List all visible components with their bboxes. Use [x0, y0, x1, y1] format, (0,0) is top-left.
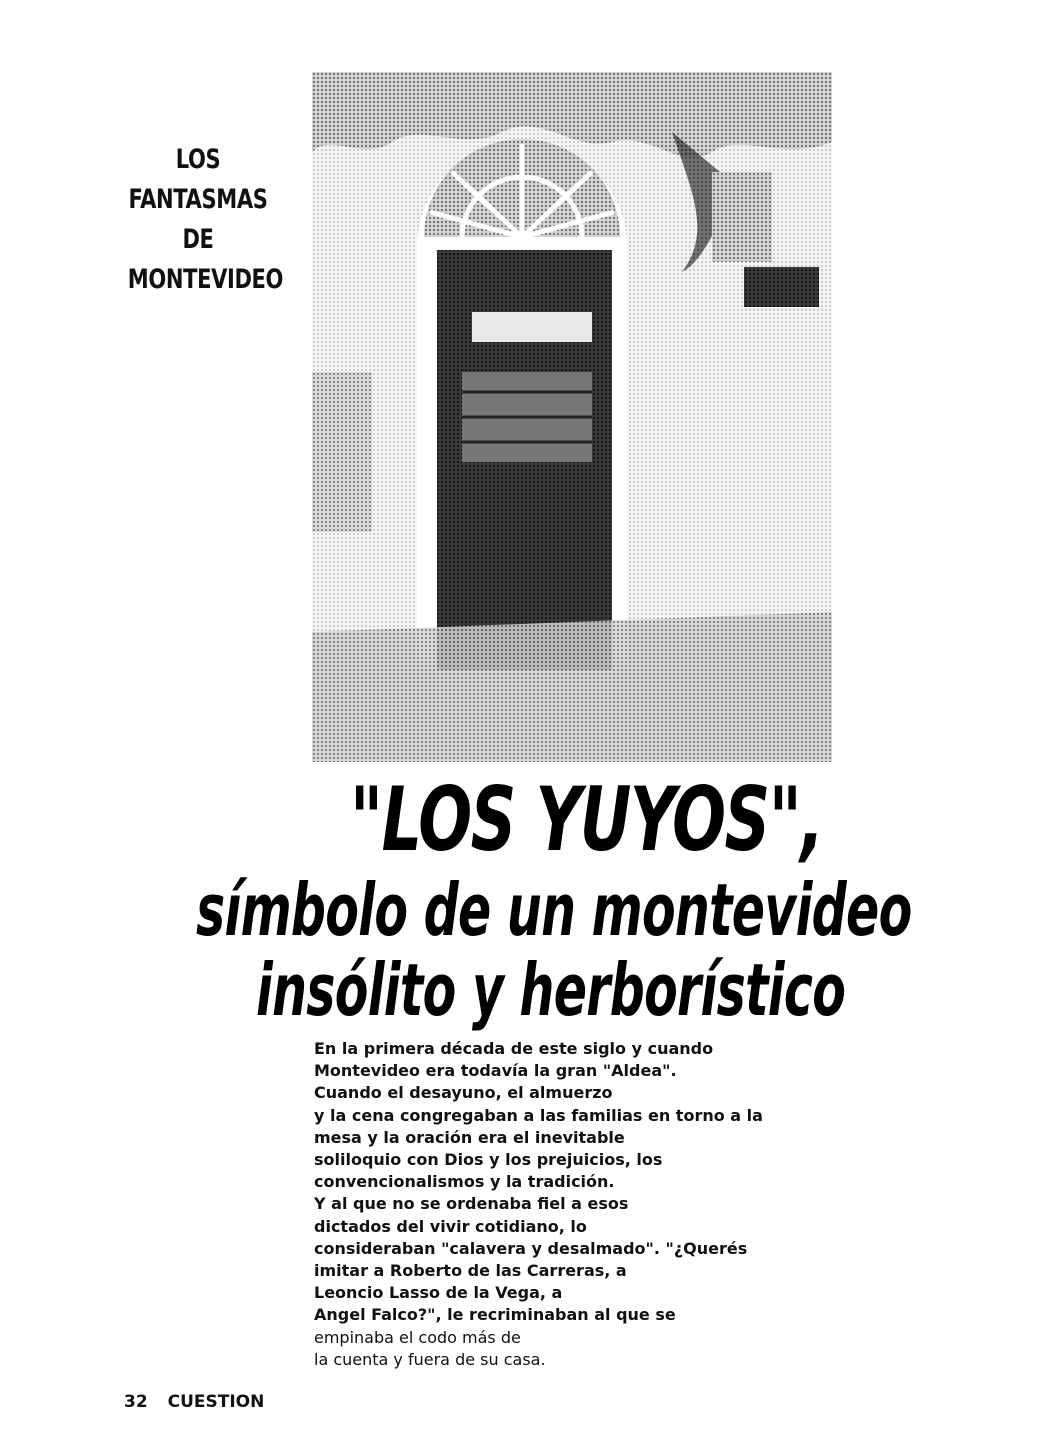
section-label-line: DE	[182, 224, 214, 255]
article-lead	[314, 1038, 834, 1371]
section-label-line: FANTASMAS	[128, 184, 268, 215]
lead-line: soliloquio con Dios y los prejuicios, los	[314, 1150, 663, 1170]
headline-title: "LOS YUYOS",	[350, 768, 823, 871]
lead-line: y la cena congregaban a las familias en torno a la	[314, 1105, 763, 1125]
lead-line: consideraban "calavera y desalmado". "¿Querés	[314, 1238, 748, 1258]
page-footer	[124, 1392, 278, 1412]
lead-line: empinaba el codo más de	[314, 1327, 521, 1347]
section-label	[127, 140, 284, 300]
doorway-photo	[312, 72, 832, 762]
magazine-name: CUESTION	[167, 1392, 265, 1412]
section-label-line: MONTEVIDEO	[127, 264, 284, 295]
lead-line: Montevideo era todavía la gran "Aldea".	[314, 1061, 677, 1081]
lead-line: En la primera década de este siglo y cuando	[314, 1039, 714, 1058]
page-number: 32	[124, 1392, 148, 1412]
lead-line: convencionalismos y la tradición.	[314, 1172, 615, 1192]
lead-line: Angel Falco?", le recriminaban al que se	[314, 1305, 676, 1325]
lead-line: dictados del vivir cotidiano, lo	[314, 1216, 587, 1236]
lead-line: Y al que no se ordenaba fiel a esos	[314, 1194, 629, 1214]
lead-line: imitar a Roberto de las Carreras, a	[314, 1261, 627, 1281]
headline-subtitle-line2: insólito y herborístico	[256, 948, 846, 1032]
lead-line: mesa y la oración era el inevitable	[314, 1127, 625, 1147]
lead-line: la cuenta y fuera de su casa.	[314, 1349, 546, 1369]
lead-line: Leoncio Lasso de la Vega, a	[314, 1283, 563, 1303]
section-label-line: LOS	[175, 144, 221, 175]
headline-subtitle-line1: símbolo de un montevideo	[196, 868, 912, 952]
lead-line: Cuando el desayuno, el almuerzo	[314, 1083, 613, 1103]
